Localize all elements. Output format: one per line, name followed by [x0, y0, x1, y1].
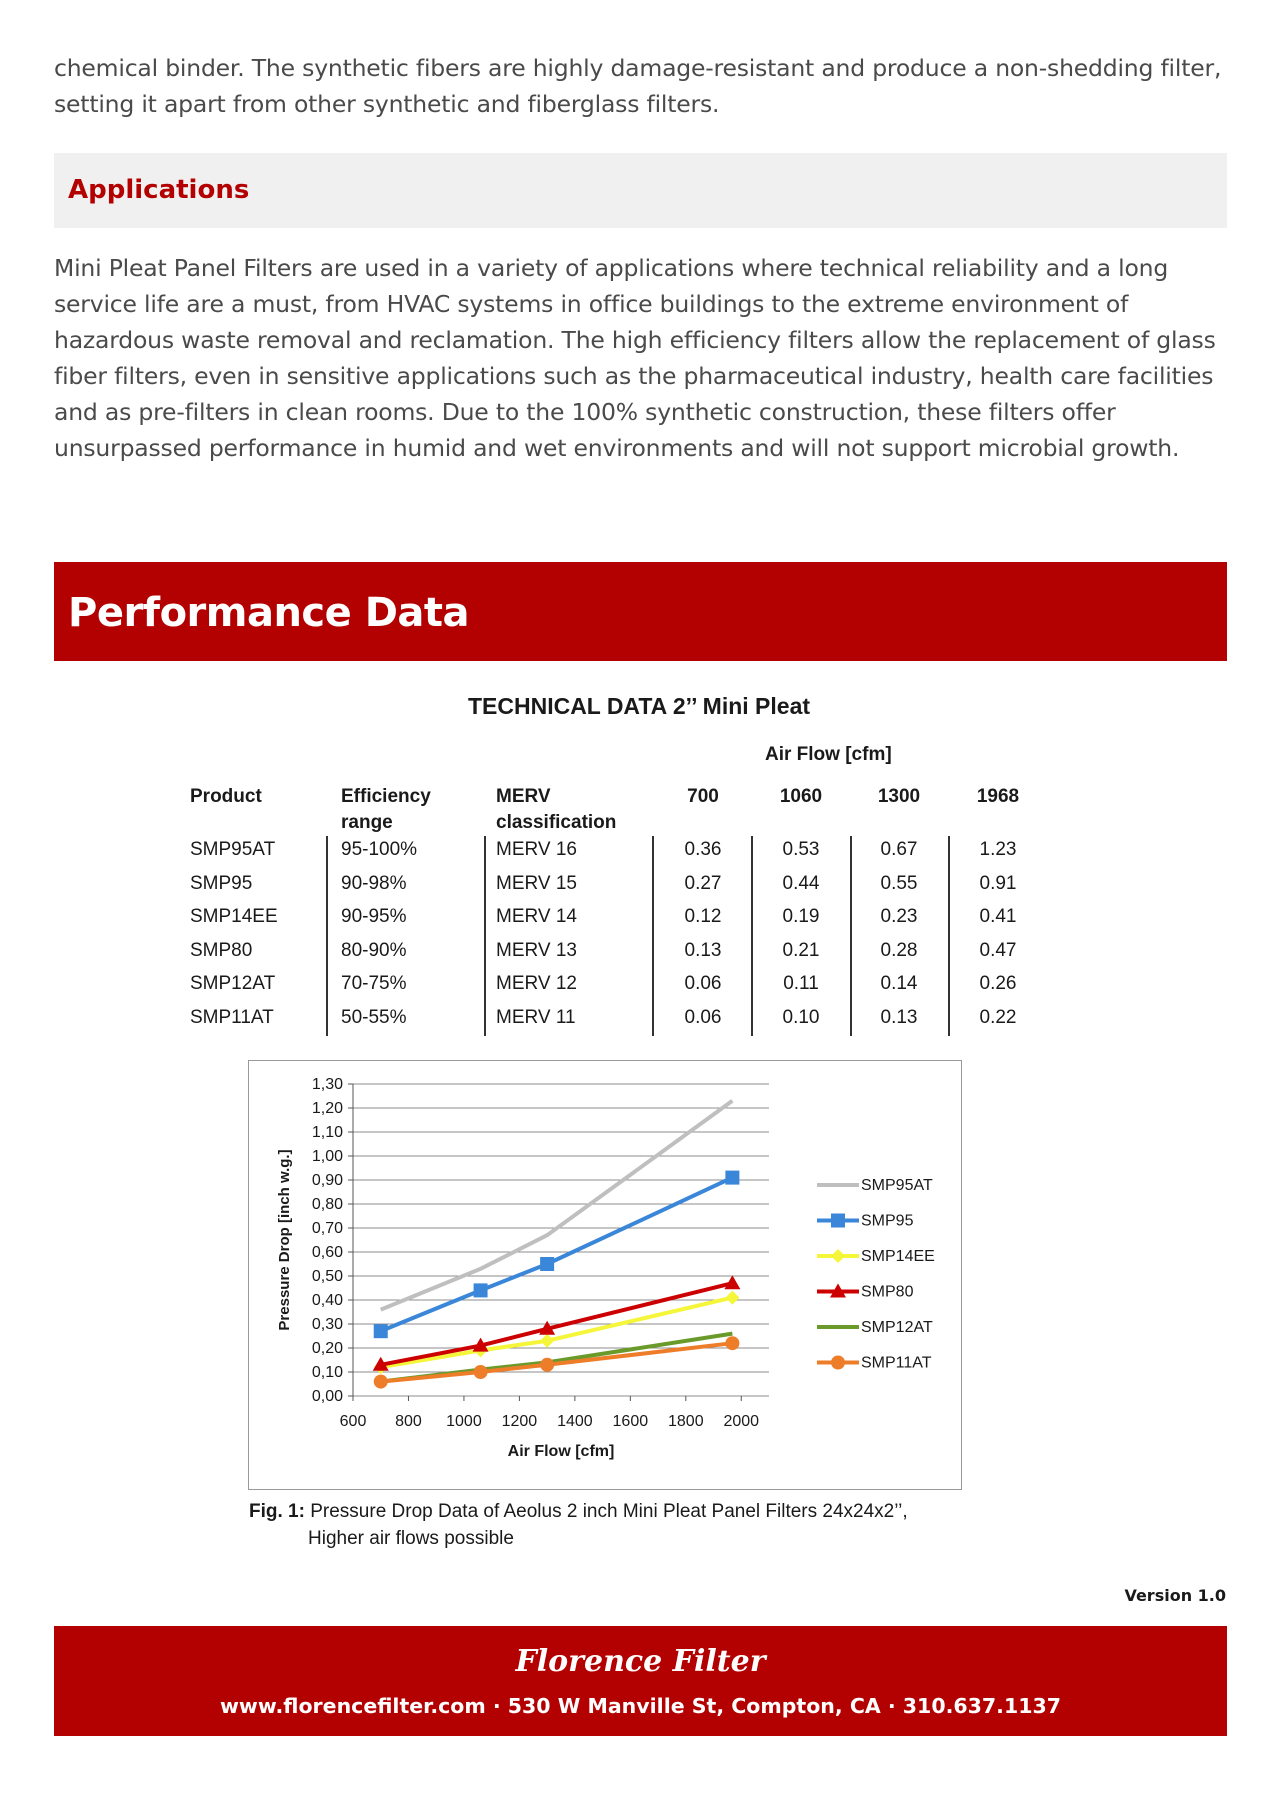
table-divider [850, 836, 852, 1036]
legend-label: SMP12AT [861, 1319, 933, 1336]
cell-1060: 0.11 [783, 973, 819, 995]
table-divider [326, 836, 328, 1036]
chart-svg [249, 1061, 961, 1489]
cell-merv: MERV 12 [496, 973, 577, 995]
cell-product: SMP80 [190, 939, 253, 961]
pressure-drop-chart [248, 1060, 962, 1490]
applications-line: and as pre-filters in clean rooms. Due to the 100% synthetic construction, these filters offer [54, 398, 1116, 426]
table-divider [751, 836, 753, 1036]
applications-line: Mini Pleat Panel Filters are used in a variety of applications where technical reliability and a long [54, 254, 1169, 282]
cell-1968: 1.23 [979, 839, 1017, 860]
y-tick-label: 1,10 [311, 1124, 343, 1141]
y-tick-label: 0,20 [311, 1340, 343, 1357]
cell-1300: 0.23 [880, 906, 918, 928]
header-700: 700 [687, 786, 719, 807]
data-point [374, 1375, 388, 1389]
figure-caption [249, 1498, 908, 1552]
x-tick-label: 800 [395, 1413, 422, 1430]
cell-1300: 0.67 [880, 839, 918, 860]
table-divider [948, 836, 950, 1036]
y-axis-label: Pressure Drop [inch w.g.] [276, 1149, 293, 1331]
legend-label: SMP14EE [861, 1248, 935, 1265]
cell-merv: MERV 15 [496, 872, 577, 894]
data-point [540, 1358, 554, 1372]
data-point [725, 1291, 739, 1305]
y-tick-label: 0,50 [311, 1268, 343, 1285]
y-tick-label: 0,70 [311, 1220, 343, 1237]
y-tick-label: 0,40 [311, 1292, 343, 1309]
data-point [374, 1324, 388, 1338]
cell-1968: 0.26 [979, 973, 1017, 995]
version-label: Version 1.0 [1124, 1586, 1226, 1605]
applications-line: fiber filters, even in sensitive applications such as the pharmaceutical industry, health care facilities [54, 362, 1214, 390]
intro-line-2: setting it apart from other synthetic and fiberglass filters. [54, 90, 720, 118]
data-point [724, 1275, 740, 1289]
caption-line-1: Pressure Drop Data of Aeolus 2 inch Mini Pleat Panel Filters 24x24x2’’, [304, 1501, 908, 1522]
header-1060: 1060 [779, 786, 823, 807]
x-tick-label: 1400 [557, 1413, 593, 1430]
performance-header [54, 562, 1227, 661]
y-tick-label: 0,80 [311, 1196, 343, 1213]
cell-efficiency: 90-98% [341, 872, 407, 894]
cell-1060: 0.21 [782, 939, 820, 961]
x-tick-label: 1600 [612, 1413, 649, 1430]
applications-line: service life are a must, from HVAC systems in office buildings to the extreme environment of [54, 290, 1129, 318]
cell-700: 0.12 [684, 906, 722, 928]
x-axis-label: Air Flow [cfm] [507, 1443, 615, 1460]
cell-merv: MERV 14 [496, 906, 577, 928]
applications-header [54, 153, 1227, 228]
y-tick-label: 0,90 [311, 1172, 343, 1189]
x-tick-label: 2000 [723, 1413, 760, 1430]
y-tick-label: 0,00 [311, 1388, 343, 1405]
y-tick-label: 1,30 [311, 1076, 343, 1093]
cell-1060: 0.53 [782, 839, 820, 860]
cell-efficiency: 80-90% [341, 939, 407, 961]
cell-700: 0.06 [684, 1007, 722, 1028]
cell-merv: MERV 16 [496, 839, 577, 860]
cell-1300: 0.55 [880, 872, 918, 894]
cell-700: 0.36 [684, 839, 722, 860]
header-1300: 1300 [877, 786, 921, 807]
cell-700: 0.13 [684, 939, 722, 961]
table-divider [484, 836, 486, 1036]
cell-1968: 0.91 [979, 872, 1017, 894]
header-efficiency: Efficiency [341, 786, 431, 807]
table-title: TECHNICAL DATA 2’’ Mini Pleat [467, 693, 811, 719]
legend-marker [831, 1356, 845, 1370]
data-point [540, 1257, 554, 1271]
legend-marker [831, 1249, 845, 1263]
cell-700: 0.27 [684, 872, 722, 894]
y-tick-label: 0,10 [311, 1364, 343, 1381]
footer [54, 1626, 1227, 1736]
footer-contact: www.florencefilter.com · 530 W Manville St, Compton, CA · 310.637.1137 [219, 1694, 1062, 1718]
cell-efficiency: 90-95% [341, 906, 407, 928]
cell-1300: 0.14 [880, 973, 918, 995]
cell-product: SMP95 [190, 872, 253, 894]
cell-1300: 0.28 [880, 939, 918, 961]
legend-label: SMP80 [861, 1283, 914, 1301]
performance-title: Performance Data [68, 590, 470, 636]
cell-product: SMP14EE [190, 906, 278, 928]
x-tick-label: 1000 [446, 1413, 482, 1430]
airflow-header: Air Flow [cfm] [765, 744, 892, 765]
cell-efficiency: 70-75% [341, 973, 407, 995]
legend-marker [831, 1214, 845, 1228]
data-point [725, 1171, 739, 1185]
header-merv: MERV [496, 786, 551, 807]
table-divider [652, 836, 654, 1036]
y-tick-label: 1,00 [311, 1148, 343, 1165]
header-merv: classification [496, 812, 617, 833]
cell-efficiency: 95-100% [341, 839, 418, 860]
x-tick-label: 1200 [501, 1413, 538, 1430]
cell-efficiency: 50-55% [341, 1007, 407, 1028]
applications-title: Applications [68, 175, 250, 205]
y-tick-label: 1,20 [311, 1100, 343, 1117]
x-tick-label: 1800 [668, 1413, 704, 1430]
cell-1968: 0.47 [979, 939, 1017, 961]
legend-label: SMP95AT [861, 1177, 933, 1194]
cell-1300: 0.13 [880, 1007, 918, 1028]
x-tick-label: 600 [339, 1413, 367, 1430]
data-point [725, 1336, 739, 1350]
cell-1060: 0.44 [782, 872, 820, 894]
cell-700: 0.06 [684, 973, 722, 995]
y-tick-label: 0,30 [311, 1316, 343, 1333]
data-point [474, 1283, 488, 1297]
intro-line-1: chemical binder. The synthetic fibers are highly damage-resistant and produce a non-shedding filter, [54, 54, 1222, 82]
y-tick-label: 0,60 [311, 1244, 343, 1261]
cell-product: SMP11AT [190, 1007, 274, 1028]
cell-merv: MERV 13 [496, 939, 577, 961]
cell-1060: 0.19 [782, 906, 820, 928]
caption-line-2: Higher air flows possible [308, 1528, 514, 1549]
cell-product: SMP95AT [190, 839, 276, 860]
legend-label: SMP95 [861, 1212, 914, 1230]
company-logo: Florence Filter [515, 1644, 766, 1679]
series-line-smp11at [381, 1343, 733, 1381]
header-efficiency: range [341, 812, 393, 833]
caption-label: Fig. 1: [249, 1501, 305, 1522]
applications-line: unsurpassed performance in humid and wet environments and will not support microbial growth. [54, 434, 1180, 462]
applications-line: hazardous waste removal and reclamation. The high efficiency filters allow the replacement of glass [54, 326, 1216, 354]
legend-label: SMP11AT [861, 1354, 932, 1372]
data-point [540, 1334, 554, 1348]
cell-1968: 0.22 [979, 1007, 1017, 1028]
header-1968: 1968 [976, 786, 1020, 807]
cell-1968: 0.41 [979, 906, 1017, 928]
cell-1060: 0.10 [782, 1007, 820, 1028]
data-point [474, 1365, 488, 1379]
cell-product: SMP12AT [190, 973, 276, 995]
header-product: Product [190, 786, 262, 807]
cell-merv: MERV 11 [496, 1007, 576, 1028]
